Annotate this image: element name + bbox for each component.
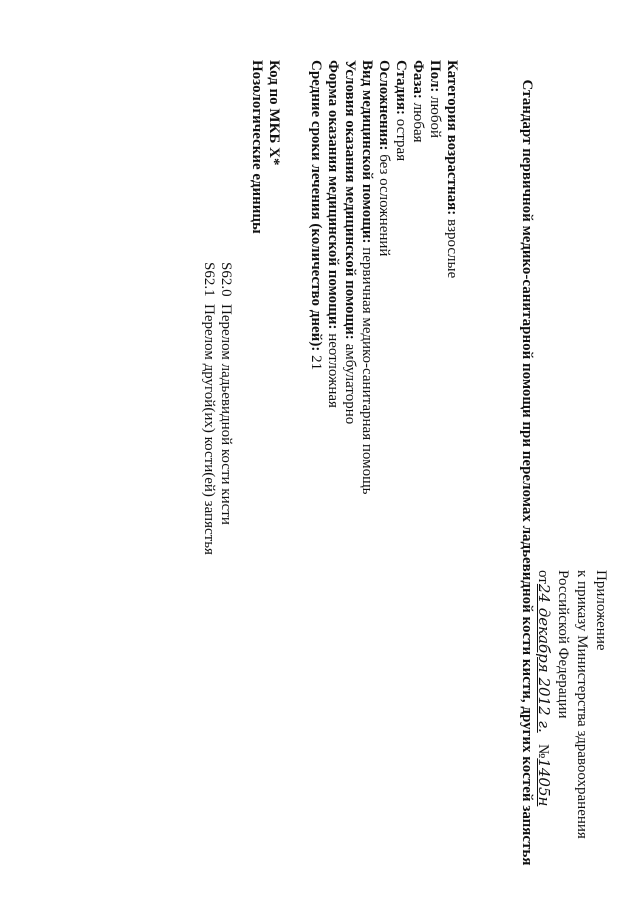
document-title: Стандарт первичной медико-санитарной помощи при переломах ладьевидной кости кисти, других костей запястья [519, 79, 535, 866]
param-stage: Стадия: острая [393, 60, 409, 162]
standard-parameters [307, 60, 460, 494]
appendix-date-line [533, 570, 553, 839]
param-care-type: Вид медицинской помощи: первичная медико-санитарная помощь [359, 60, 375, 495]
nosology-label: Нозологические единицы [249, 60, 265, 234]
date-prefix: от [535, 570, 551, 584]
param-age: Категория возрастная: взрослые [444, 60, 460, 279]
icd-code-list [200, 262, 234, 555]
param-sex: Пол: любой [427, 60, 443, 138]
appendix-line: к приказу Министерства здравоохранения [574, 570, 590, 839]
handwritten-date: 24 декабря 2012 г. [535, 583, 553, 733]
diagnosis-name: Перелом другой(их) кости(ей) запястья [201, 304, 217, 555]
param-care-conditions: Условия оказания медицинской помощи: амбулаторно [342, 60, 358, 425]
appendix-line: Приложение [593, 570, 609, 651]
code-row [217, 262, 234, 555]
codes-heading [248, 60, 282, 234]
icd-code: S62.0 [218, 262, 234, 297]
handwritten-number: 1405н [535, 758, 553, 807]
param-complications: Осложнения: без осложнений [376, 60, 392, 257]
appendix-line: Российской Федерации [555, 570, 571, 719]
param-treatment-duration: Средние сроки лечения (количество дней): 21 [308, 60, 324, 371]
param-care-form: Форма оказания медицинской помощи: неотложная [325, 60, 341, 408]
mkb-label: Код по МКБ X* [266, 60, 282, 166]
code-row [200, 262, 217, 555]
param-phase: Фаза: любая [410, 60, 426, 143]
appendix-header [533, 570, 610, 839]
diagnosis-name: Перелом ладьевидной кости кисти [218, 304, 234, 525]
number-label: № [535, 744, 551, 759]
icd-code: S62.1 [201, 262, 217, 297]
